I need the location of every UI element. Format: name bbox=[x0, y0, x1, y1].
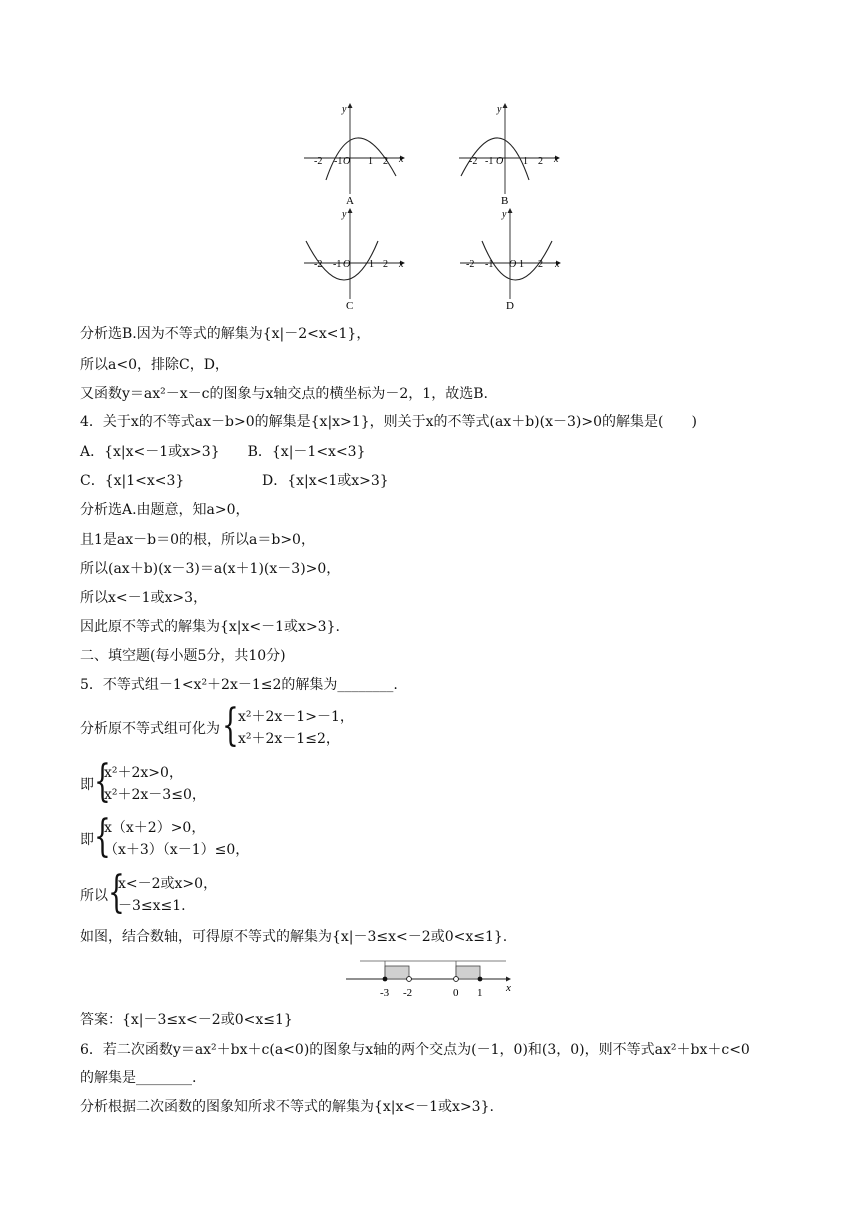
graph-c-tick-m2: -2 bbox=[314, 259, 323, 270]
system-3-row-2: （x＋3）（x－1）≤0， bbox=[104, 842, 250, 858]
section-fill-in-heading: 二、填空题(每小题5分，共10分) bbox=[80, 648, 286, 664]
graph-d-tick-m1: -1 bbox=[485, 259, 494, 270]
graph-a-tick-2: 2 bbox=[383, 156, 388, 167]
system-1-row-1: x²＋2x－1>－1， bbox=[238, 709, 354, 725]
question-5: 5．不等式组－1<x²＋2x－1≤2的解集为________. bbox=[80, 677, 398, 693]
number-line-tick-neg3: -3 bbox=[380, 987, 390, 999]
system-3-brace: { bbox=[94, 811, 111, 862]
system-3-row-1: x（x＋2）>0， bbox=[104, 820, 206, 836]
analysis-q4-line4: 所以x<－1或x>3， bbox=[80, 590, 208, 606]
graph-c-tick-m1: -1 bbox=[333, 259, 342, 270]
graph-d bbox=[460, 208, 561, 312]
question-6-line2: 的解集是________. bbox=[80, 1070, 197, 1086]
system-1-brace: { bbox=[222, 700, 239, 751]
point-1-closed bbox=[478, 977, 483, 982]
number-line-figure bbox=[340, 953, 540, 1003]
system-2-row-1: x²＋2x>0， bbox=[104, 765, 183, 781]
graph-b-y-label: y bbox=[497, 104, 502, 115]
graph-a-tick-m2: -2 bbox=[314, 156, 323, 167]
system-2-lead: 即 bbox=[80, 777, 94, 793]
graph-d-tick-2: 2 bbox=[538, 259, 543, 270]
graph-a-tick-m1: -1 bbox=[334, 156, 343, 167]
graph-c-tick-2: 2 bbox=[383, 259, 388, 270]
analysis-q3-line2: 所以a<0，排除C，D， bbox=[80, 357, 229, 373]
system-3-lead: 即 bbox=[80, 832, 94, 848]
analysis-q4-line3: 所以(ax＋b)(x－3)＝a(x＋1)(x－3)>0， bbox=[80, 561, 341, 577]
graph-a-tick-1: 1 bbox=[368, 156, 373, 167]
answer-5: 答案：{x|－3≤x<－2或0<x≤1} bbox=[80, 1012, 293, 1028]
analysis-q3-line1: 分析选B.因为不等式的解集为{x|－2<x<1}， bbox=[80, 326, 371, 342]
graph-d-x-label: x bbox=[555, 259, 560, 270]
graph-d-y-label: y bbox=[502, 209, 507, 220]
analysis-q4-line5: 因此原不等式的解集为{x|x<－1或x>3}. bbox=[80, 619, 340, 635]
number-line-tick-neg2: -2 bbox=[403, 987, 413, 999]
graph-a-caption: A bbox=[346, 195, 354, 207]
question-6-line1: 6．若二次函数y＝ax²＋bx＋c(a<0)的图象与x轴的两个交点为(－1，0)和(3，0)，则不等式ax²＋bx＋c<0 bbox=[80, 1042, 750, 1058]
point-neg3-closed bbox=[383, 977, 388, 982]
system-1-row-2: x²＋2x－1≤2， bbox=[238, 731, 340, 747]
point-0-open bbox=[454, 977, 459, 982]
number-line-axis-label: x bbox=[506, 982, 511, 994]
question-4: 4．关于x的不等式ax－b>0的解集是{x|x>1}，则关于x的不等式(ax＋b)(x－3)>0的解集是( ) bbox=[80, 414, 697, 430]
analysis-q4-line1: 分析选A.由题意，知a>0， bbox=[80, 502, 250, 518]
graph-b-tick-2: 2 bbox=[538, 156, 543, 167]
system-4-lead: 所以 bbox=[80, 888, 108, 904]
number-line-tick-0: 0 bbox=[453, 987, 459, 999]
point-neg2-open bbox=[407, 977, 412, 982]
graph-d-tick-o: O bbox=[509, 259, 517, 270]
graph-d-caption: D bbox=[506, 300, 514, 312]
graph-a bbox=[304, 103, 405, 207]
system-4-row-2: －3≤x≤1. bbox=[118, 898, 186, 914]
graph-d-tick-m2: -2 bbox=[466, 259, 475, 270]
graph-b-caption: B bbox=[501, 195, 509, 207]
graph-c-tick-1: 1 bbox=[369, 259, 374, 270]
analysis-q5-conclusion: 如图，结合数轴，可得原不等式的解集为{x|－3≤x<－2或0<x≤1}. bbox=[80, 929, 508, 945]
graph-d-tick-1: 1 bbox=[519, 259, 524, 270]
system-4-row-1: x<－2或x>0， bbox=[118, 876, 218, 892]
question-4-option-c: C．{x|1<x<3} bbox=[80, 473, 185, 489]
graph-c-y-label: y bbox=[342, 209, 347, 220]
graph-b-tick-o: O bbox=[496, 156, 504, 167]
graph-b bbox=[459, 103, 560, 207]
graph-c-x-label: x bbox=[399, 259, 404, 270]
system-1-lead: 分析原不等式组可化为 bbox=[80, 721, 220, 737]
graph-b-tick-1: 1 bbox=[523, 156, 528, 167]
system-2-brace: { bbox=[94, 756, 111, 807]
question-4-options-ab: A．{x|x<－1或x>3} B．{x|－1<x<3} bbox=[80, 444, 366, 460]
question-4-option-d: D．{x|x<1或x>3} bbox=[262, 473, 389, 489]
interval-shade-1 bbox=[385, 966, 409, 979]
graph-b-x-label: x bbox=[554, 154, 559, 165]
interval-shade-2 bbox=[456, 966, 480, 979]
graph-a-y-label: y bbox=[342, 104, 347, 115]
graph-c-tick-o: O bbox=[343, 259, 351, 270]
graph-b-tick-m1: -1 bbox=[485, 156, 494, 167]
analysis-q4-line2: 且1是ax－b＝0的根，所以a＝b>0， bbox=[80, 532, 315, 548]
graph-a-tick-o: O bbox=[343, 156, 351, 167]
number-line-tick-1: 1 bbox=[477, 987, 483, 999]
system-4-brace: { bbox=[108, 867, 125, 918]
graph-b-tick-m2: -2 bbox=[469, 156, 478, 167]
graph-a-x-label: x bbox=[399, 154, 404, 165]
graph-c-caption: C bbox=[346, 300, 354, 312]
analysis-q3-line3: 又函数y＝ax²－x－c的图象与x轴交点的横坐标为－2，1，故选B. bbox=[80, 386, 488, 402]
graph-c bbox=[304, 208, 405, 312]
system-2-row-2: x²＋2x－3≤0， bbox=[104, 787, 206, 803]
analysis-q6: 分析根据二次函数的图象知所求不等式的解集为{x|x<－1或x>3}. bbox=[80, 1099, 494, 1115]
